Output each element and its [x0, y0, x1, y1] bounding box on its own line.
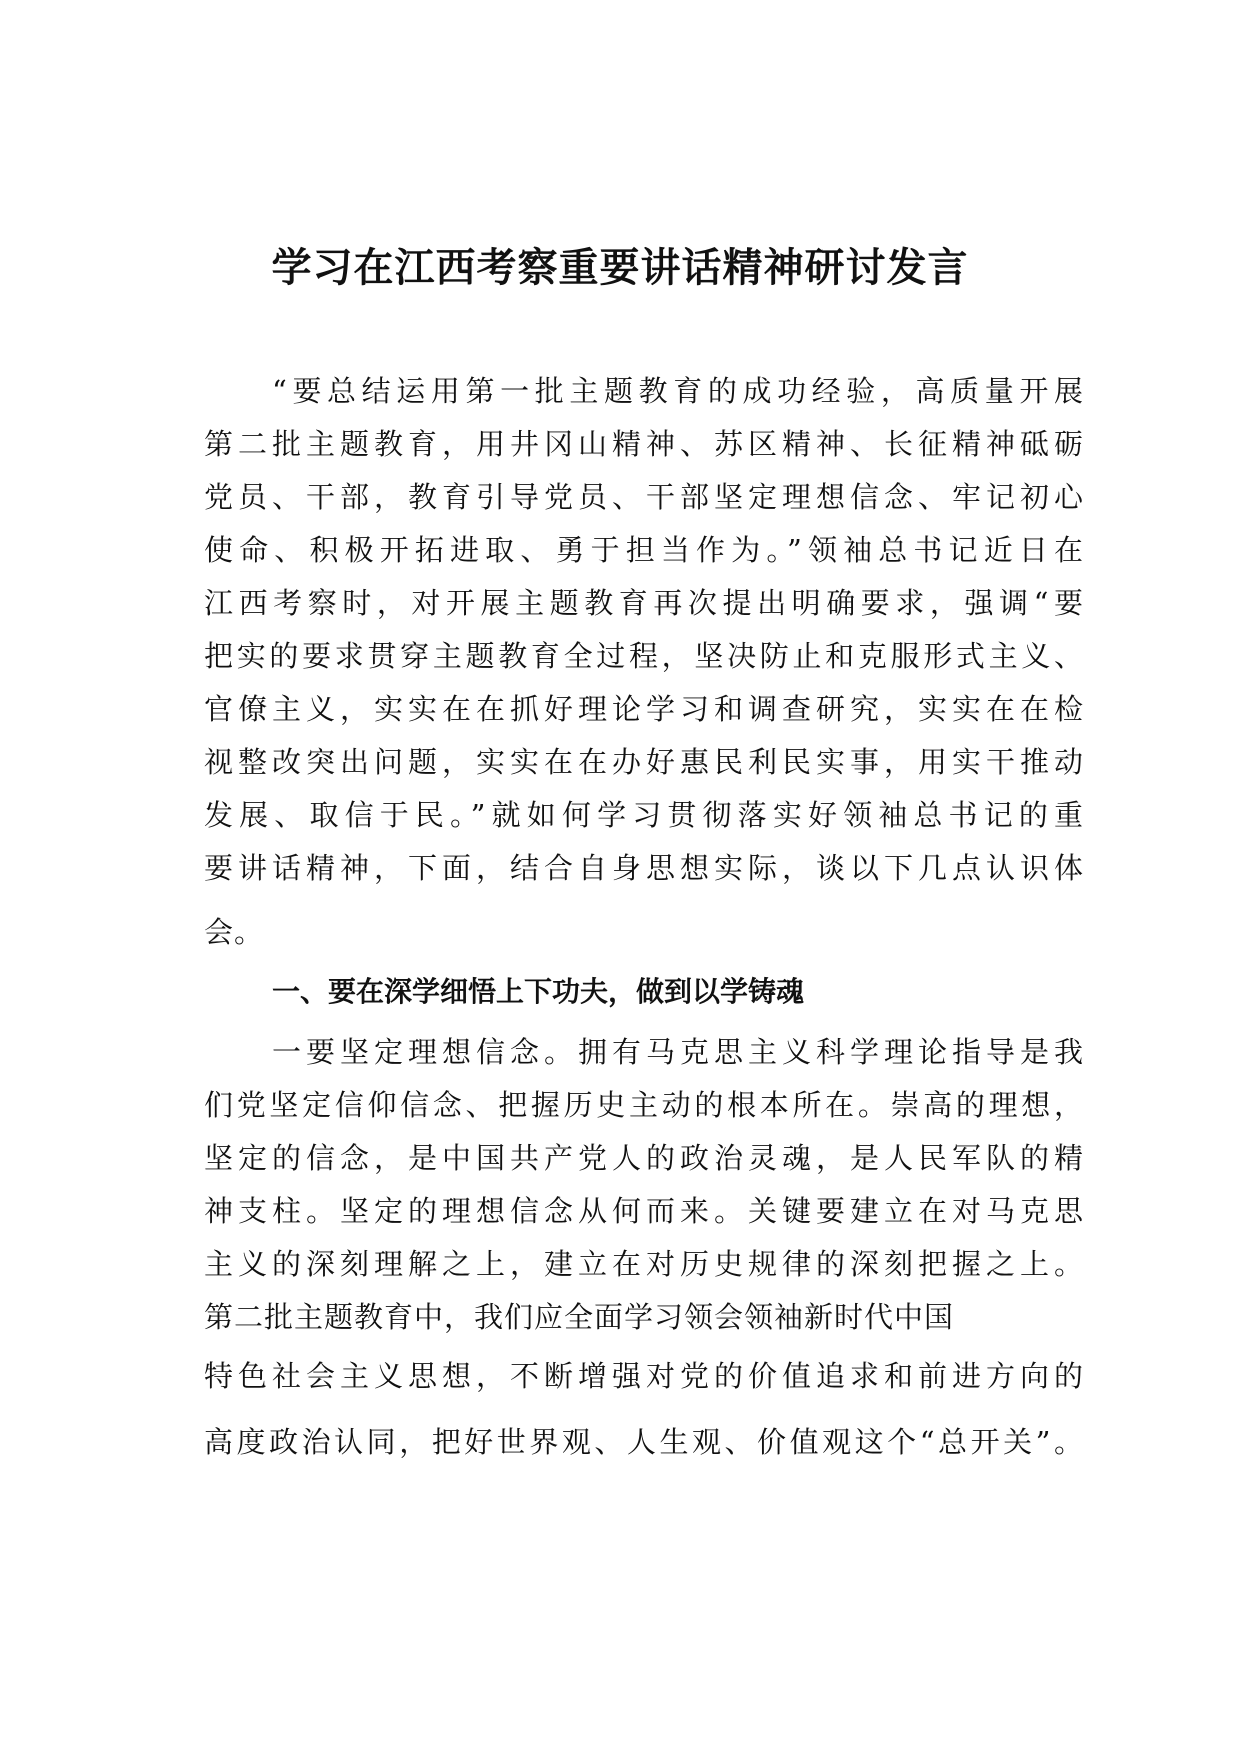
- intro-line: 党员、干部，教育引导党员、干部坚定理想信念、牢记初心: [204, 480, 1084, 514]
- intro-line: 发展、取信于民。”就如何学习贯彻落实好领袖总书记的重: [204, 798, 1084, 832]
- section-line: 一要坚定理想信念。拥有马克思主义科学理论指导是我: [272, 1035, 1084, 1069]
- intro-line: 第二批主题教育，用井冈山精神、苏区精神、长征精神砥砺: [204, 427, 1084, 461]
- section-heading: 一、要在深学细悟上下功夫，做到以学铸魂: [272, 975, 805, 1008]
- section-line: 主义的深刻理解之上，建立在对历史规律的深刻把握之上。: [204, 1247, 1084, 1281]
- intro-line: 使命、积极开拓进取、勇于担当作为。”领袖总书记近日在: [204, 533, 1084, 567]
- section-line: 第二批主题教育中，我们应全面学习领会领袖新时代中国: [204, 1300, 955, 1334]
- section-line: 高度政治认同，把好世界观、人生观、价值观这个“总开关”。: [204, 1425, 1084, 1459]
- intro-line: 会。: [204, 915, 265, 949]
- intro-line: 江西考察时，对开展主题教育再次提出明确要求，强调“要: [204, 586, 1084, 620]
- intro-line: 要讲话精神，下面，结合自身思想实际，谈以下几点认识体: [204, 851, 1084, 885]
- section-line: 们党坚定信仰信念、把握历史主动的根本所在。崇高的理想，: [204, 1088, 1084, 1122]
- intro-line: “要总结运用第一批主题教育的成功经验，高质量开展: [272, 374, 1084, 408]
- intro-line: 官僚主义，实实在在抓好理论学习和调查研究，实实在在检: [204, 692, 1084, 726]
- intro-line: 视整改突出问题，实实在在办好惠民利民实事，用实干推动: [204, 745, 1084, 779]
- document-title: 学习在江西考察重要讲话精神研讨发言: [271, 245, 969, 291]
- intro-line: 把实的要求贯穿主题教育全过程，坚决防止和克服形式主义、: [204, 639, 1084, 673]
- section-line: 神支柱。坚定的理想信念从何而来。关键要建立在对马克思: [204, 1194, 1084, 1228]
- section-line: 特色社会主义思想，不断增强对党的价值追求和前进方向的: [204, 1359, 1084, 1393]
- section-line: 坚定的信念，是中国共产党人的政治灵魂，是人民军队的精: [204, 1141, 1084, 1175]
